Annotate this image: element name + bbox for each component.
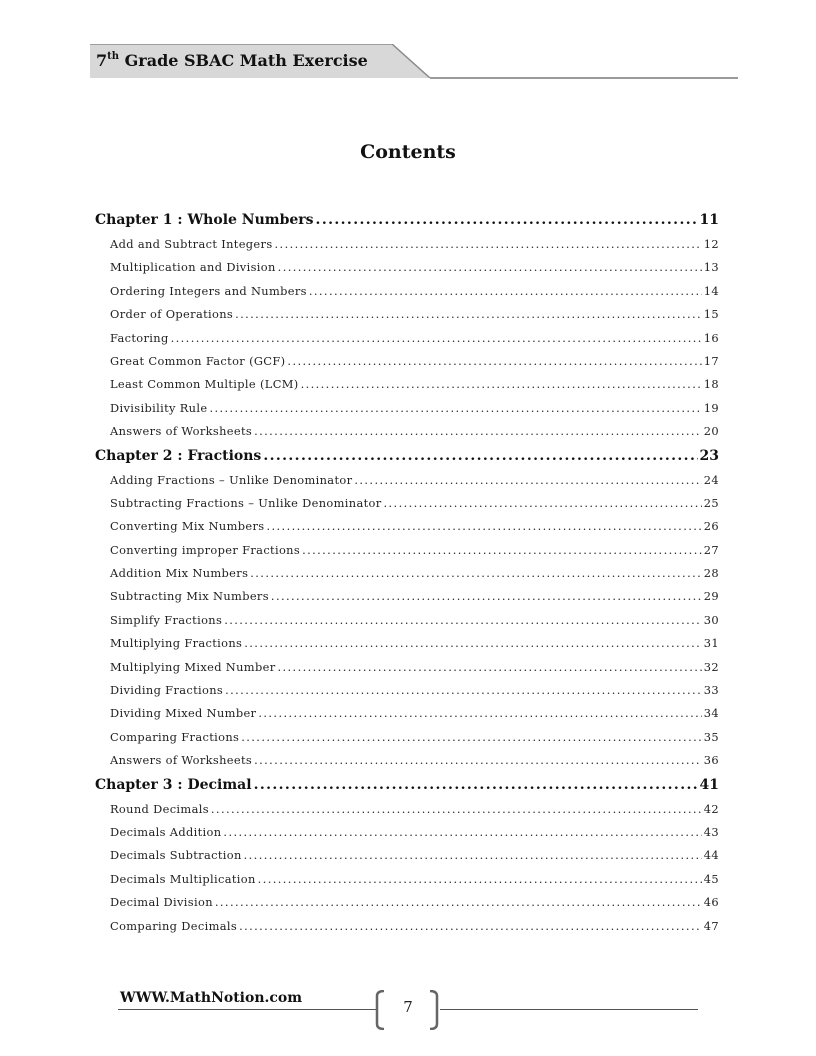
toc-entry-label: Dividing Fractions [110, 683, 224, 698]
toc-section-entry[interactable] [95, 237, 719, 260]
toc-leader-dots [263, 448, 697, 464]
toc-section-entry[interactable] [95, 284, 719, 307]
toc-entry-page: 23 [699, 447, 719, 464]
toc-leader-dots [275, 237, 702, 251]
toc-entry-label: Subtracting Fractions – Unlike Denominator [110, 495, 382, 510]
toc-entry-label: Divisibility Rule [110, 400, 208, 415]
toc-entry-page: 42 [703, 801, 719, 816]
toc-entry-label: Converting improper Fractions [110, 542, 301, 557]
toc-leader-dots [250, 566, 702, 580]
toc-entry-label: Order of Operations [110, 307, 234, 322]
toc-entry-page: 45 [703, 871, 719, 886]
toc-leader-dots [254, 753, 702, 767]
toc-leader-dots [309, 284, 702, 298]
toc-entry-page: 14 [703, 283, 719, 298]
toc-section-entry[interactable] [95, 825, 719, 848]
toc-entry-page: 31 [703, 636, 719, 651]
toc-entry-label: Multiplying Mixed Number [110, 659, 276, 674]
toc-section-entry[interactable] [95, 683, 719, 706]
toc-section-entry[interactable] [95, 730, 719, 753]
toc-entry-page: 11 [699, 212, 719, 228]
toc-entry-label: Decimals Multiplication [110, 871, 256, 886]
toc-section-entry[interactable] [95, 848, 719, 871]
toc-entry-label: Multiplication and Division [110, 260, 276, 275]
toc-section-entry[interactable] [95, 519, 719, 542]
toc-leader-dots [278, 660, 702, 674]
toc-section-entry[interactable] [95, 473, 719, 496]
toc-section-entry[interactable] [95, 401, 719, 424]
toc-leader-dots [384, 496, 702, 510]
toc-section-entry[interactable] [95, 331, 719, 354]
toc-entry-page: 28 [703, 566, 719, 581]
page-header [90, 44, 738, 78]
toc-leader-dots [235, 307, 702, 321]
left-brace-icon [374, 990, 386, 1030]
toc-leader-dots [316, 212, 698, 228]
toc-entry-label: Add and Subtract Integers [110, 237, 273, 251]
toc-leader-dots [254, 777, 698, 793]
toc-entry-page: 33 [703, 683, 719, 698]
toc-leader-dots [244, 848, 702, 862]
toc-entry-label: Least Common Multiple (LCM) [110, 377, 299, 392]
toc-section-entry[interactable] [95, 919, 719, 942]
toc-section-entry[interactable] [95, 260, 719, 283]
toc-entry-label: Decimals Subtraction [110, 848, 242, 863]
toc-entry-label: Adding Fractions – Unlike Denominator [110, 472, 353, 487]
toc-section-entry[interactable] [95, 895, 719, 918]
toc-leader-dots [225, 683, 702, 697]
footer-url: WWW.MathNotion.com [120, 990, 303, 1006]
toc-leader-dots [239, 919, 702, 933]
toc-leader-dots [287, 354, 701, 368]
header-title-sup: th [107, 50, 120, 62]
toc-section-entry[interactable] [95, 589, 719, 612]
toc-entry-page: 41 [699, 776, 719, 793]
toc-leader-dots [278, 260, 702, 274]
toc-section-entry[interactable] [95, 802, 719, 825]
toc-section-entry[interactable] [95, 613, 719, 636]
toc-section-entry[interactable] [95, 377, 719, 400]
toc-leader-dots [258, 706, 701, 720]
toc-entry-label: Dividing Mixed Number [110, 706, 257, 721]
footer-rule-left [118, 1009, 376, 1010]
toc-section-entry[interactable] [95, 706, 719, 729]
toc-leader-dots [302, 543, 702, 557]
toc-entry-label: Simplify Fractions [110, 612, 223, 627]
page-title: Contents [360, 141, 456, 163]
toc-leader-dots [254, 424, 702, 438]
toc-entry-page: 27 [703, 542, 719, 557]
toc-entry-page: 19 [703, 400, 719, 415]
toc-section-entry[interactable] [95, 424, 719, 447]
toc-section-entry[interactable] [95, 354, 719, 377]
toc-entry-label: Answers of Worksheets [110, 424, 253, 439]
toc-section-entry[interactable] [95, 496, 719, 519]
toc-leader-dots [301, 377, 702, 391]
toc-leader-dots [271, 589, 702, 603]
toc-entry-page: 47 [703, 918, 719, 933]
page-footer [0, 986, 816, 1036]
toc-entry-label: Addition Mix Numbers [110, 566, 249, 581]
toc-leader-dots [258, 872, 702, 886]
table-of-contents [95, 212, 719, 942]
toc-leader-dots [215, 895, 702, 909]
right-brace-icon [428, 990, 440, 1030]
toc-leader-dots [211, 802, 702, 816]
toc-section-entry[interactable] [95, 566, 719, 589]
toc-entry-label: Converting Mix Numbers [110, 519, 265, 534]
page-number: 7 [403, 998, 413, 1016]
toc-entry-page: 18 [703, 377, 719, 392]
toc-entry-label: Comparing Decimals [110, 918, 238, 933]
toc-entry-label: Decimal Division [110, 895, 213, 910]
toc-chapter-entry[interactable] [95, 212, 719, 237]
toc-leader-dots [241, 730, 702, 744]
toc-entry-page: 36 [703, 753, 719, 768]
toc-entry-page: 20 [703, 424, 719, 439]
toc-entry-label: Chapter 1 : Whole Numbers [95, 212, 314, 228]
toc-entry-page: 32 [703, 659, 719, 674]
toc-entry-page: 12 [703, 237, 719, 251]
toc-entry-page: 29 [703, 589, 719, 604]
toc-entry-page: 46 [703, 895, 719, 910]
toc-leader-dots [171, 331, 702, 345]
toc-section-entry[interactable] [95, 753, 719, 776]
toc-entry-label: Ordering Integers and Numbers [110, 283, 307, 298]
toc-section-entry[interactable] [95, 660, 719, 683]
toc-leader-dots [209, 401, 701, 415]
toc-leader-dots [224, 613, 702, 627]
toc-chapter-entry[interactable] [95, 777, 719, 802]
header-title-prefix: 7 [96, 51, 108, 70]
toc-entry-label: Chapter 2 : Fractions [95, 447, 262, 464]
toc-entry-page: 24 [703, 472, 719, 487]
toc-entry-label: Answers of Worksheets [110, 753, 253, 768]
toc-entry-label: Decimals Addition [110, 824, 222, 839]
footer-rule-right [440, 1009, 698, 1010]
toc-entry-page: 13 [703, 260, 719, 275]
toc-entry-label: Round Decimals [110, 801, 209, 816]
toc-entry-label: Factoring [110, 330, 169, 345]
toc-entry-label: Subtracting Mix Numbers [110, 589, 269, 604]
toc-section-entry[interactable] [95, 543, 719, 566]
toc-chapter-entry[interactable] [95, 448, 719, 473]
toc-leader-dots [266, 519, 701, 533]
toc-section-entry[interactable] [95, 872, 719, 895]
toc-entry-page: 26 [703, 519, 719, 534]
toc-section-entry[interactable] [95, 307, 719, 330]
toc-entry-label: Great Common Factor (GCF) [110, 353, 286, 368]
toc-entry-page: 16 [703, 330, 719, 345]
header-rule [430, 77, 738, 79]
toc-leader-dots [354, 473, 701, 487]
toc-entry-page: 15 [703, 307, 719, 322]
toc-entry-page: 30 [703, 612, 719, 627]
toc-entry-label: Multiplying Fractions [110, 636, 243, 651]
toc-entry-page: 35 [703, 729, 719, 744]
toc-entry-label: Comparing Fractions [110, 729, 240, 744]
header-title [96, 51, 368, 70]
toc-leader-dots [223, 825, 701, 839]
toc-entry-label: Chapter 3 : Decimal [95, 776, 252, 793]
toc-entry-page: 43 [703, 824, 719, 839]
header-title-rest: Grade SBAC Math Exercise [119, 51, 368, 70]
toc-entry-page: 25 [703, 495, 719, 510]
toc-section-entry[interactable] [95, 636, 719, 659]
toc-leader-dots [244, 636, 702, 650]
toc-entry-page: 44 [703, 848, 719, 863]
toc-entry-page: 34 [703, 706, 719, 721]
toc-entry-page: 17 [703, 353, 719, 368]
